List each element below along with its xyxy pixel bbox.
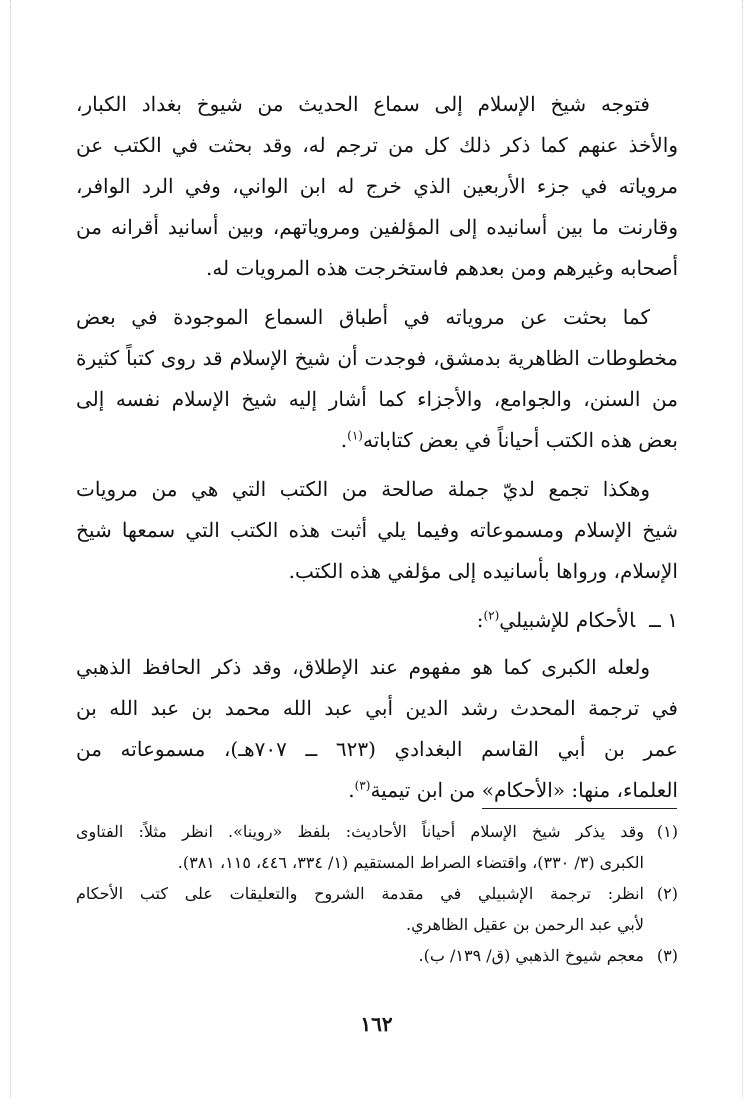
footnote-ref-1[interactable]: (١) [347,428,363,443]
paragraph-4-line-1: ولعله الكبرى كما هو مفهوم عند الإطلاق، وقد ذكر الحافظ الذهبي [76,655,650,679]
footnote-ref-2[interactable]: (٢) [483,608,500,623]
footnote-1-text: وقد يذكر شيخ الإسلام أحياناً الأحاديث: بلفظ «روينا». انظر مثلاً: الفتاوى [76,822,644,841]
footnote-ref-3[interactable]: (٣) [354,778,371,793]
paragraph-2-line-1: كما بحثت عن مروياته في أطباق السماع الموجودة في بعض [76,305,650,329]
footnote-separator [482,808,677,809]
paragraph-1-line-1: فتوجه شيخ الإسلام إلى سماع الحديث من شيوخ بغداد الكبار، [76,92,650,116]
footnote-1-number: (١) [656,822,678,841]
paragraph-1-line-3: مروياته في جزء الأربعين الذي خرج له ابن الواني، وفي الرد الوافر، [76,174,678,198]
paragraph-2 [76,297,678,461]
paragraph-3 [76,469,678,592]
page-body [76,84,678,811]
paragraph-1 [76,84,678,289]
footnote-3-number: (٣) [656,946,678,965]
paragraph-4-line-4-text: العلماء، منها: «الأحكام» من ابن تيمية [370,778,678,802]
page-number: ١٦٢ [360,1012,393,1036]
paragraph-3-line-1: وهكذا تجمع لديّ جملة صالحة من الكتب التي هي من مرويات [76,477,650,501]
section-heading: ١ ــالأحكام للإشبيلي$^{(٢)}$: [476,608,678,632]
paragraph-1-line-4: وقارنت ما بين أسانيده إلى المؤلفين ومروياتهم، وبين أسانيد أقرانه من [76,215,678,239]
footnote-2-text: انظر: ترجمة الإشبيلي في مقدمة الشروح والتعليقات على كتب الأحكام [76,884,644,903]
section-heading-number: ١ ــ [649,608,678,632]
paragraph-4-line-2: في ترجمة المحدث رشد الدين أبي عبد الله محمد بن عبد الله بن [76,696,678,720]
footnote-3-text: معجم شيوخ الذهبي (ق/ ١٣٩/ ب). [418,946,644,965]
footnote-1-line-1 [76,816,678,847]
footnote-2-line-1 [76,878,678,909]
scan-edge-right [742,0,743,1098]
paragraph-3-line-3: الإسلام، ورواها بأسانيده إلى مؤلفي هذه الكتب. [288,559,678,583]
paragraph-2-line-4-text: بعض هذه الكتب أحياناً في بعض كتاباته [362,428,678,452]
paragraph-2-line-2: مخطوطات الظاهرية بدمشق، فوجدت أن شيخ الإسلام قد روى كتباً كثيرة [76,346,678,370]
paragraph-3-line-2: شيخ الإسلام ومسموعاته وفيما يلي أثبت هذه الكتب التي سمعها شيخ [76,518,678,542]
paragraph-4-line-3: عمر بن أبي القاسم البغدادي (٦٢٣ ــ ٧٠٧هـ)، مسموعاته من [76,737,678,761]
paragraph-1-line-5: أصحابه وغيرهم ومن بعدهم فاستخرجت هذه المرويات له. [205,256,678,280]
section-heading-title: الأحكام للإشبيلي [499,608,636,632]
paragraph-2-line-4: بعض هذه الكتب أحياناً في بعض كتاباته$^{(١)}$. [340,428,678,452]
footnote-3-line-1 [76,940,678,971]
footnote-2-line-2: لأبي عبد الرحمن بن عقيل الظاهري. [406,915,644,934]
scan-edge-left [10,0,11,1098]
footnotes [76,816,678,971]
paragraph-1-line-2: والأخذ عنهم كما ذكر ذلك كل من ترجم له، وقد بحثت في الكتب عن [76,133,678,157]
footnote-1-line-2: الكبرى (٣/ ٣٣٠)، واقتضاء الصراط المستقيم (١/ ٣٣٤، ٤٤٦، ١١٥، ٣٨١). [177,853,644,872]
paragraph-2-line-3: من السنن، والجوامع، والأجزاء كما أشار إليه شيخ الإسلام نفسه إلى [76,387,678,411]
footnote-2-number: (٢) [656,884,678,903]
paragraph-4 [76,647,678,811]
paragraph-4-line-4: العلماء، منها: «الأحكام» من ابن تيمية$^{(٣)}$. [348,778,678,802]
